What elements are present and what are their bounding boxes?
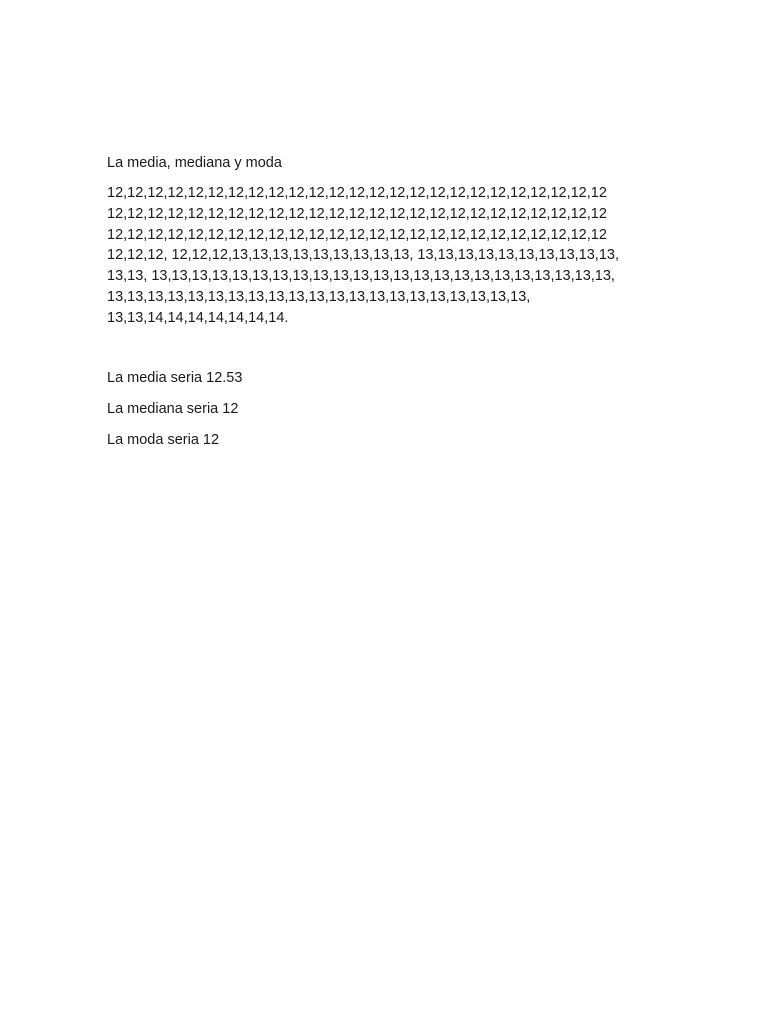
data-line: 12,12,12, 12,12,12,13,13,13,13,13,13,13,13,13, 13,13,13,13,13,13,13,13,13,13, xyxy=(107,247,619,264)
data-line: 13,13,13,13,13,13,13,13,13,13,13,13,13,13,13,13,13,13,13,13,13, xyxy=(107,288,531,305)
data-values-block xyxy=(107,183,667,329)
result-media: La media seria 12.53 xyxy=(107,370,243,386)
data-line: 12,12,12,12,12,12,12,12,12,12,12,12,12,12,12,12,12,12,12,12,12,12,12,12,12 xyxy=(107,185,607,201)
document-title: La media, mediana y moda xyxy=(107,155,282,171)
data-line: 13,13, 13,13,13,13,13,13,13,13,13,13,13,13,13,13,13,13,13,13,13,13,13,13,13, xyxy=(107,268,615,285)
data-line: 12,12,12,12,12,12,12,12,12,12,12,12,12,12,12,12,12,12,12,12,12,12,12,12,12 xyxy=(107,205,607,222)
results-section xyxy=(107,368,242,461)
result-mediana: La mediana seria 12 xyxy=(107,401,239,417)
data-line: 12,12,12,12,12,12,12,12,12,12,12,12,12,12,12,12,12,12,12,12,12,12,12,12,12 xyxy=(107,226,607,243)
result-moda: La moda seria 12 xyxy=(107,432,220,448)
data-line: 13,13,14,14,14,14,14,14,14. xyxy=(107,309,289,326)
